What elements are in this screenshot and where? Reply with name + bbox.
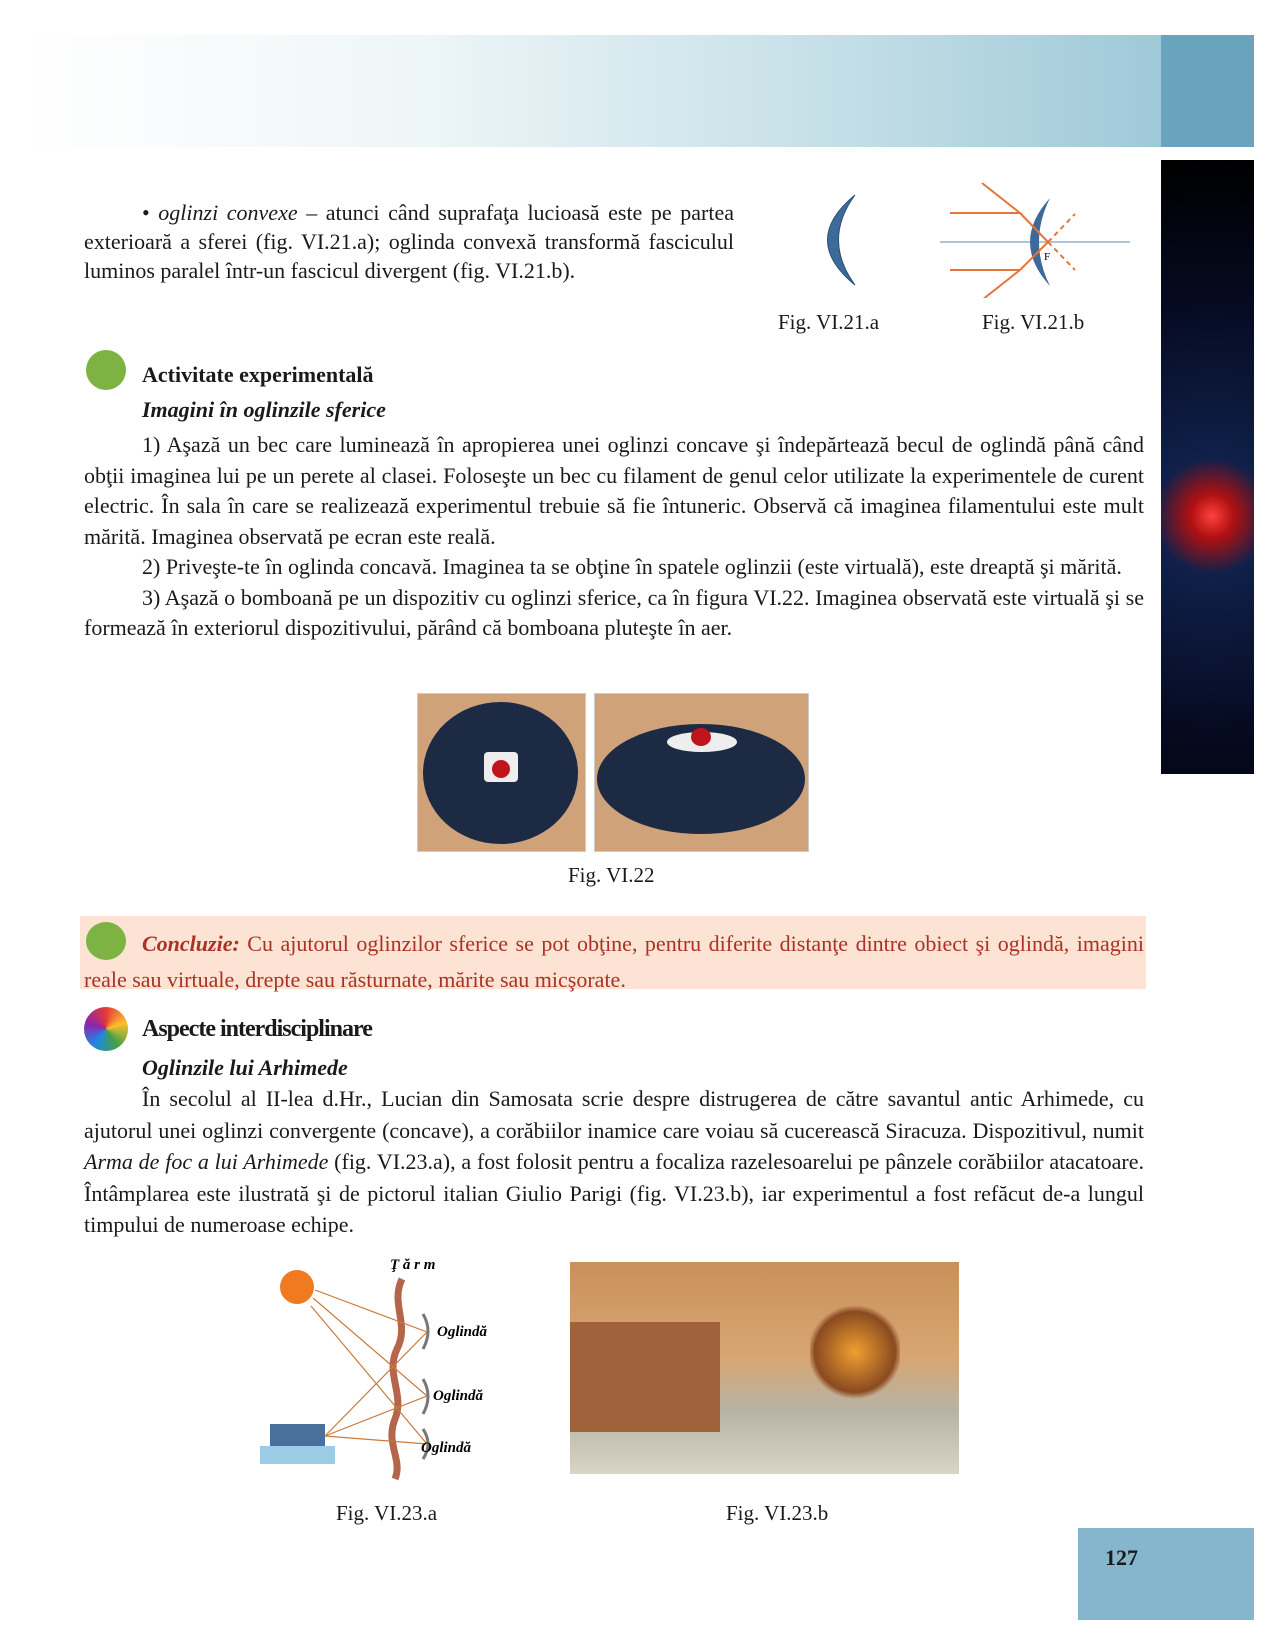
shore-line xyxy=(392,1279,402,1479)
fig22-caption: Fig. VI.22 xyxy=(568,863,655,887)
svg-text:Oglindă: Oglindă xyxy=(437,1324,488,1340)
fig22-photo-side xyxy=(594,693,809,852)
interdisciplinary-subtitle: Oglinzile lui Arhimede xyxy=(142,1055,348,1080)
fig22-photo-top xyxy=(417,693,586,852)
owl-mascot-icon xyxy=(86,350,126,390)
convex-mirror-figure-a xyxy=(800,190,860,290)
svg-text:Oglindă: Oglindă xyxy=(433,1388,484,1404)
svg-text:Oglindă: Oglindă xyxy=(421,1440,472,1456)
convex-mirror-figure-b xyxy=(940,178,1130,298)
fig23b-caption: Fig. VI.23.b xyxy=(726,1501,829,1525)
activity-steps xyxy=(84,430,1144,644)
page-number-box xyxy=(1078,1528,1254,1620)
conclusion-text: Concluzie: Cu ajutorul oglinzilor sferice se pot obţine, pentru diferite distanţe dintre obiect şi oglindă, imagini reale sau virtuale, drepte sau răsturnate, mărite sau micşorate. xyxy=(84,931,1144,992)
ship-icon xyxy=(270,1424,325,1446)
header-block xyxy=(1161,35,1254,147)
fig21a-caption: Fig. VI.21.a xyxy=(778,310,880,334)
interdisciplinary-heading: Aspecte interdisciplinare xyxy=(142,1016,372,1042)
svg-text:Ţ ă r m: Ţ ă r m xyxy=(390,1257,436,1273)
svg-text:F: F xyxy=(1044,251,1051,263)
fig23a-caption: Fig. VI.23.a xyxy=(336,1501,438,1525)
intro-paragraph: • oglinzi convexe – atunci când suprafaţa lucioasă este pe partea exterioară a sferei (fig. VI.21.a); oglinda convexă transformă fasciculul luminos paralel într-un fascicul divergent (fig. VI.21.b). xyxy=(84,200,734,283)
step-3: 3) Aşază o bomboană pe un dispozitiv cu oglinzi sferice, ca în figura VI.22. Imaginea observată este virtuală şi se formează în exteriorul dispozitivului, părând că bomboana pluteşte în aer. xyxy=(84,584,1144,640)
step-1: 1) Aşază un bec care luminează în apropierea unei oglinzi concave şi îndepărtează becul de oglindă până când obţii imaginea lui pe un perete al clasei. Foloseşte un bec cu filament de genul celor utilizate la experimentele de curent electric. În sala în care se realizează experimentul trebuie să fie întuneric. Observă că imaginea filamentului este mult mărită. Imaginea observată pe ecran este reală. xyxy=(84,432,1144,549)
fig21b-caption: Fig. VI.21.b xyxy=(982,310,1085,334)
archimedes-paragraph: În secolul al II-lea d.Hr., Lucian din Samosata scrie despre distrugerea de către savantul antic Arhimede, cu ajutorul unei oglinzi convergente (concave), a corăbiilor inamice care voiau să cucerească Siracuza. Dispozitivul, numit Arma de foc a lui Arhimede (fig. VI.23.a), a fost folosit pentru a focaliza razelesoarelui pe pânzele corăbiilor atacatoare. Întâmplarea este ilustrată şi de pictorul italian Giulio Parigi (fig. VI.23.b), iar experimentul a fost refăcut de-a lungul timpului de numeroase echipe. xyxy=(84,1086,1144,1237)
activity-subtitle: Imagini în oglinzile sferice xyxy=(142,397,386,422)
header-band xyxy=(18,35,1161,147)
activity-heading: Activitate experimentală xyxy=(142,362,374,387)
sun-icon xyxy=(280,1270,314,1304)
page-number: 127 xyxy=(1105,1545,1138,1570)
fig23b-painting xyxy=(570,1262,959,1474)
interdisciplinary-icon xyxy=(84,1007,128,1051)
step-2: 2) Priveşte-te în oglinda concavă. Imaginea ta se obţine în spatele oglinzii (este virtuală), este dreaptă şi mărită. xyxy=(142,554,1122,579)
archimedes-diagram xyxy=(255,1254,515,1484)
side-decoration-atom-image xyxy=(1161,160,1254,774)
